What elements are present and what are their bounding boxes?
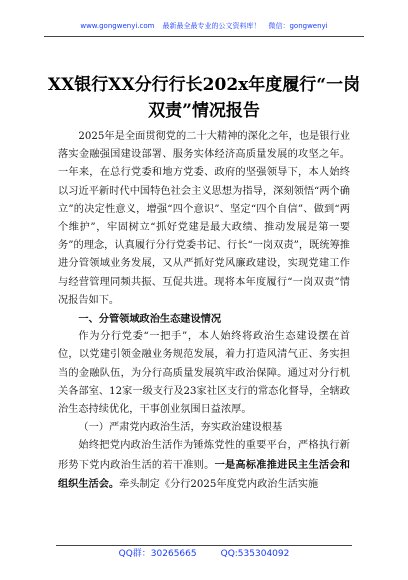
document-body	[58, 128, 350, 494]
subsection-1-text: 始终把党内政治生活作为锤炼党性的重要平台，严格执行新形势下党内政治生活的若干准则。	[58, 440, 350, 471]
subsection-1-tail: 牵头制定《分行2025年度党内政治生活实施	[119, 478, 319, 490]
document-title: XX银行XX分行行长202x年度履行“一岗双责”情况报告	[47, 75, 361, 121]
header-divider	[44, 36, 364, 37]
subsection-1-bold-point: 一是高标准推进民主生活会和组织生活会。	[58, 458, 350, 490]
section-heading-1: 一、分管领域政治生态建设情况	[78, 313, 222, 326]
page-footer	[0, 548, 408, 560]
site-url: www.gongwenyi.com	[80, 22, 155, 30]
section-1-paragraph: 作为分行党委“一把手”，本人始终将政治生态建设摆在首位，以党建引领金融业务规范发展，着力打造风清气正、务实担当的金融队伍，为分行高质量发展筑牢政治保障。通过对分行机关各部室、12家一级支行及23家社区支行的常态化督导，全辖政治生态持续优化，干事创业氛围日益浓厚。	[58, 331, 350, 416]
footer-divider	[56, 545, 352, 546]
qq-group: QQ群：30265665	[118, 549, 197, 559]
wechat-id: 微信：gongwenyi	[268, 22, 328, 30]
site-slogan: 最新最全最专业的公文资料库！	[162, 22, 261, 30]
qq-number: QQ:535304092	[220, 549, 290, 559]
subsection-1-paragraph	[58, 437, 350, 494]
subsection-heading-1: （一）严肃党内政治生活，夯实政治建设根基	[78, 422, 283, 434]
intro-paragraph: 2025年是全面贯彻党的二十大精神的深化之年，也是银行业落实金融强国建设部署、服务实体经济高质量发展的攻坚之年。一年来，在总行党委和地方党委、政府的坚强领导下，本人始终以习近平新时代中国特色社会主义思想为指导，深刻领悟“两个确立”的决定性意义，增强“四个意识”、坚定“四个自信”、做到“两个维护”，牢固树立“抓好党建是最大政绩、推动发展是第一要务”的理念，认真履行分行党委书记、行长“一岗双责”，既统筹推进分管领域业务发展，又从严抓好党风廉政建设，实现党建工作与经营管理同频共振、互促共进。现将本年度履行“一岗双责”情况报告如下。	[58, 131, 350, 306]
page-header	[0, 22, 408, 31]
